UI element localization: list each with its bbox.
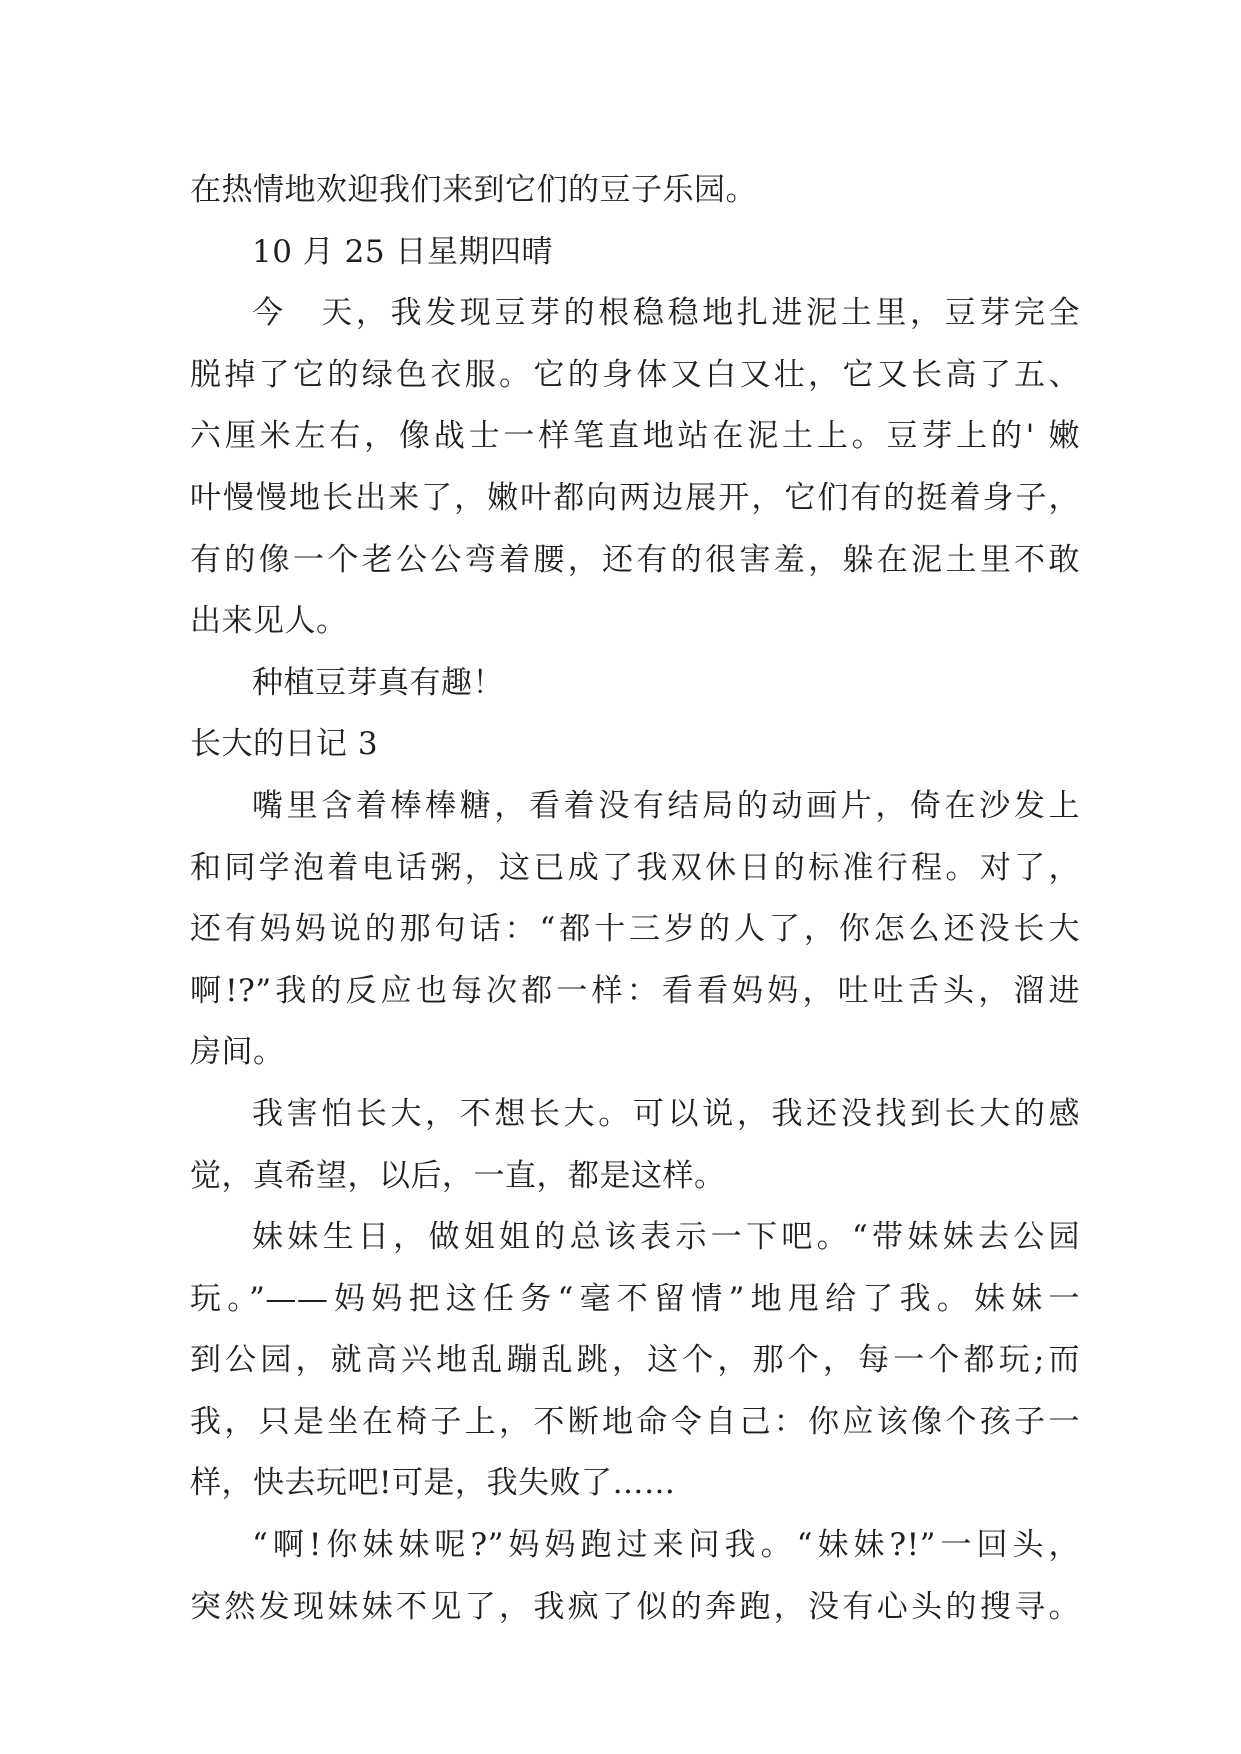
text-line: 房间。 xyxy=(190,1034,285,1071)
text-line: 我，只是坐在椅子上，不断地命令自己：你应该像个孩子一 xyxy=(190,1403,1080,1440)
text-line: 妹妹生日，做姐姐的总该表示一下吧。“带妹妹去公园 xyxy=(252,1219,1080,1256)
text-line: “啊!你妹妹呢?”妈妈跑过来问我。“妹妹?!”一回头， xyxy=(252,1527,1080,1564)
text-line: 叶慢慢地长出来了，嫩叶都向两边展开，它们有的挺着身子， xyxy=(190,479,1080,516)
text-line: 觉，真希望，以后，一直，都是这样。 xyxy=(190,1157,726,1194)
diary-date-line: 10 月 25 日星期四晴 xyxy=(252,233,553,270)
text-line: 样，快去玩吧!可是，我失败了…… xyxy=(190,1465,676,1502)
text-line: 还有妈妈说的那句话：“都十三岁的人了，你怎么还没长大 xyxy=(190,911,1080,948)
text-line: 我害怕长大，不想长大。可以说，我还没找到长大的感 xyxy=(252,1095,1080,1132)
text-line: 嘴里含着棒棒糖，看着没有结局的动画片，倚在沙发上 xyxy=(252,787,1080,824)
text-line: 在热情地欢迎我们来到它们的豆子乐园。 xyxy=(190,172,757,208)
text-line: 和同学泡着电话粥，这已成了我双休日的标准行程。对了， xyxy=(190,849,1080,886)
text-line: 出来见人。 xyxy=(190,603,348,640)
document-body xyxy=(190,160,1080,1638)
text-line: 有的像一个老公公弯着腰，还有的很害羞，躲在泥土里不敢 xyxy=(190,541,1080,578)
text-line: 玩。”——妈妈把这任务“毫不留情”地甩给了我。妹妹一 xyxy=(190,1280,1080,1317)
text-line: 今 天，我发现豆芽的根稳稳地扎进泥土里，豆芽完全 xyxy=(252,295,1080,332)
text-line: 脱掉了它的绿色衣服。它的身体又白又壮，它又长高了五、 xyxy=(190,356,1080,393)
text-line: 种植豆芽真有趣！ xyxy=(252,664,504,701)
text-line: 突然发现妹妹不见了，我疯了似的奔跑，没有心头的搜寻。 xyxy=(190,1588,1080,1625)
section-heading: 长大的日记 3 xyxy=(190,726,379,763)
text-line: 到公园，就高兴地乱蹦乱跳，这个，那个，每一个都玩;而 xyxy=(190,1342,1080,1379)
text-line: 啊!?”我的反应也每次都一样：看看妈妈，吐吐舌头，溜进 xyxy=(190,972,1080,1009)
text-line: 六厘米左右，像战士一样笔直地站在泥土上。豆芽上的' 嫩 xyxy=(190,418,1080,455)
